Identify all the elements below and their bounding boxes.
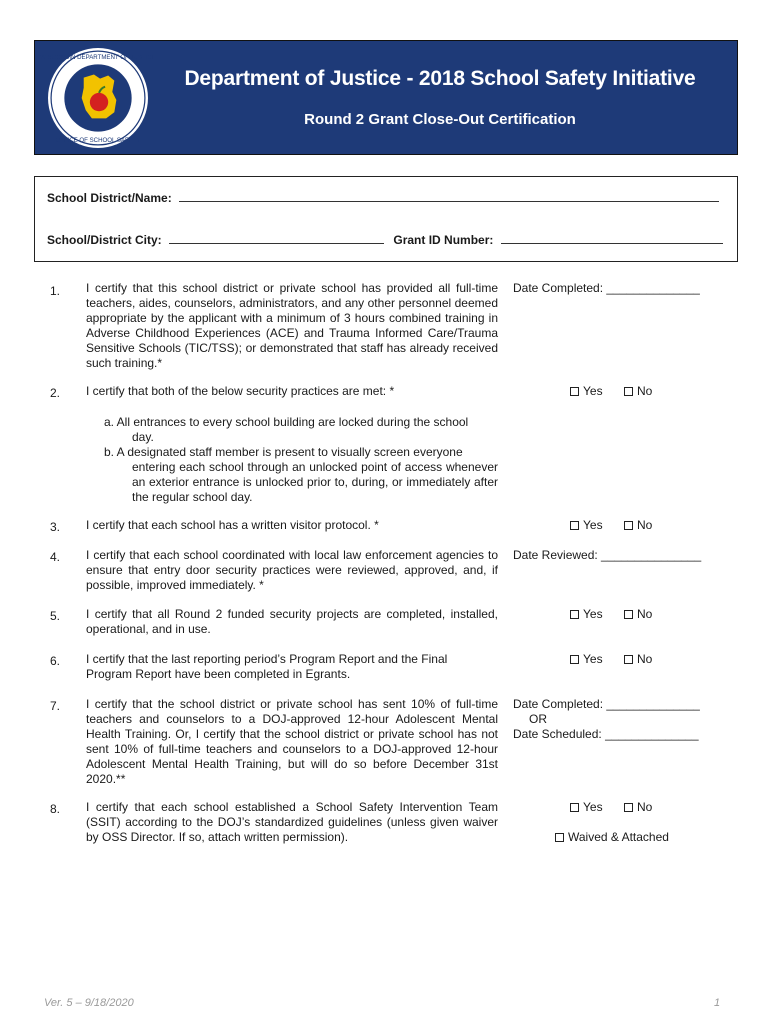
item-2-no-checkbox[interactable]: No bbox=[624, 384, 652, 398]
checkbox-icon bbox=[570, 521, 579, 530]
item-2-text: I certify that both of the below security practices are met: * bbox=[86, 384, 395, 398]
city-grant-row bbox=[47, 233, 723, 247]
item-5-yes-checkbox[interactable]: Yes bbox=[570, 607, 603, 621]
item-7-or-label: OR bbox=[529, 712, 547, 726]
seal-text-bottom: OFFICE OF SCHOOL SAFETY bbox=[55, 136, 141, 144]
item-8-no-checkbox[interactable]: No bbox=[624, 800, 652, 814]
item-5-number: 5. bbox=[50, 609, 61, 623]
checkbox-icon bbox=[624, 803, 633, 812]
checkbox-icon bbox=[570, 803, 579, 812]
checkbox-icon bbox=[624, 521, 633, 530]
district-name-field[interactable] bbox=[179, 191, 719, 202]
city-label: School/District City: bbox=[47, 233, 162, 247]
item-7-text: I certify that the school district or private school has sent 10% of full-time teachers and counselors to a DOJ-approved 12-hour Adolescent Mental Health Training. Or, I certify that the school district or private school has not sent 10% of full-time teachers and counselors to a DOJ-approved 12-hour Adolescent Mental Health Training, but will do so before December 31st 2020.** bbox=[86, 697, 498, 786]
item-4-number: 4. bbox=[50, 550, 61, 564]
item-1-date-completed[interactable]: Date Completed: ______________ bbox=[513, 281, 700, 295]
item-6-text: I certify that the last reporting period’s Program Report and the Final Program Report have been completed in Egrants. bbox=[86, 652, 448, 681]
item-8-yes-checkbox[interactable]: Yes bbox=[570, 800, 603, 814]
item-3-text: I certify that each school has a written visitor protocol. * bbox=[86, 518, 379, 532]
item-2-number: 2. bbox=[50, 386, 61, 400]
district-name-label: School District/Name: bbox=[47, 191, 172, 205]
item-5-no-checkbox[interactable]: No bbox=[624, 607, 652, 621]
page-title: Department of Justice - 2018 School Safety Initiative bbox=[184, 67, 696, 90]
item-7-number: 7. bbox=[50, 699, 61, 713]
item-4-text: I certify that each school coordinated with local law enforcement agencies to ensure that entry door security practices were reviewed, approved, and, if possible, improved immediately. * bbox=[86, 548, 498, 592]
checkbox-icon bbox=[624, 387, 633, 396]
checkbox-icon bbox=[624, 655, 633, 664]
item-8-number: 8. bbox=[50, 802, 61, 816]
item-7-date-scheduled[interactable]: Date Scheduled: ______________ bbox=[513, 727, 699, 741]
item-3-no-checkbox[interactable]: No bbox=[624, 518, 652, 532]
item-4-date-reviewed[interactable]: Date Reviewed: _______________ bbox=[513, 548, 702, 562]
header-banner bbox=[34, 40, 738, 155]
checkbox-icon bbox=[570, 610, 579, 619]
page-number: 1 bbox=[714, 997, 721, 1009]
grant-id-label: Grant ID Number: bbox=[393, 233, 494, 247]
item-6-no-checkbox[interactable]: No bbox=[624, 652, 652, 666]
item-8-text: I certify that each school established a School Safety Intervention Team (SSIT) according to the DOJ’s standardized guidelines (unless given waiver by OSS Director. If so, attach written permission). bbox=[86, 800, 498, 844]
item-2-sub-a: a. All entrances to every school building are locked during the school day. bbox=[104, 415, 469, 444]
checkbox-icon bbox=[555, 833, 564, 842]
item-7-date-completed[interactable]: Date Completed: ______________ bbox=[513, 697, 700, 711]
item-1-text: I certify that this school district or private school has provided all full-time teachers, aides, counselors, administrators, and any other personnel deemed appropriate by the applicant with a minimum of 3 hours combined training in Adverse Childhood Experiences (ACE) and Trauma Informed Care/Trauma Sensitive Schools (TIC/TSS); or demonstrated that staff has already received such training.* bbox=[86, 281, 498, 370]
city-field[interactable] bbox=[169, 233, 384, 244]
item-2-yes-checkbox[interactable]: Yes bbox=[570, 384, 603, 398]
checkbox-icon bbox=[570, 655, 579, 664]
item-3-yes-checkbox[interactable]: Yes bbox=[570, 518, 603, 532]
checkbox-icon bbox=[624, 610, 633, 619]
page-subtitle: Round 2 Grant Close-Out Certification bbox=[304, 111, 576, 128]
item-6-yes-checkbox[interactable]: Yes bbox=[570, 652, 603, 666]
item-8-waived-checkbox[interactable]: Waived & Attached bbox=[555, 830, 669, 844]
school-info-box bbox=[34, 176, 738, 262]
item-3-number: 3. bbox=[50, 520, 61, 534]
checkbox-icon bbox=[570, 387, 579, 396]
district-name-row bbox=[47, 191, 719, 205]
seal-text: WISCONSIN DEPARTMENT OF JUSTICE bbox=[40, 54, 156, 62]
item-1-number: 1. bbox=[50, 284, 61, 298]
grant-id-field[interactable] bbox=[501, 233, 723, 244]
item-2-sub-b: b. A designated staff member is present to visually screen everyone entering each school through an unlocked point of access whenever an exterior entrance is unlocked prior to, during, or immediately after the regular school day. bbox=[104, 445, 498, 504]
version-label: Ver. 5 – 9/18/2020 bbox=[44, 997, 134, 1009]
item-6-number: 6. bbox=[50, 654, 61, 668]
item-5-text: I certify that all Round 2 funded security projects are completed, installed, operational, and in use. bbox=[86, 607, 498, 636]
doj-office-of-school-safety-seal bbox=[40, 47, 156, 149]
